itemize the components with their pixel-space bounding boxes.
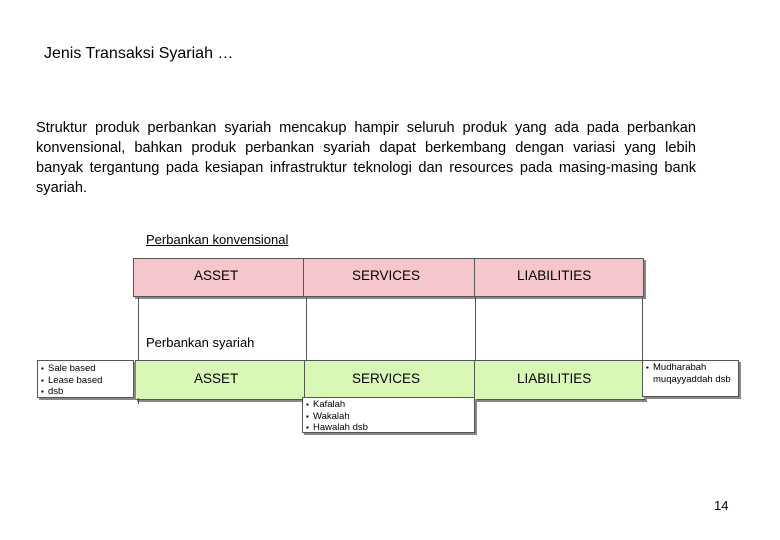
syariah-asset: ASSET (194, 371, 239, 386)
asset-item: ▪ dsb (41, 386, 130, 398)
column-connector (475, 297, 476, 360)
asset-items-box (37, 360, 134, 398)
syariah-label: Perbankan syariah (146, 335, 255, 350)
konvensional-divider (303, 258, 304, 297)
column-connector (138, 297, 139, 360)
services-item: ▪ Hawalah dsb (306, 422, 471, 434)
services-item: ▪ Kafalah (306, 399, 471, 411)
syariah-liabilities: LIABILITIES (517, 371, 592, 386)
syariah-tick (138, 398, 139, 404)
konvensional-divider (474, 258, 475, 297)
liabilities-item: ▪ Mudharabah muqayyaddah dsb (646, 362, 735, 385)
syariah-services: SERVICES (352, 371, 421, 386)
slide-title: Jenis Transaksi Syariah … (44, 45, 234, 62)
konvensional-label: Perbankan konvensional (146, 232, 289, 247)
syariah-divider (474, 360, 475, 400)
column-connector (642, 297, 643, 360)
konvensional-asset: ASSET (194, 268, 239, 283)
services-item: ▪ Wakalah (306, 411, 471, 423)
konvensional-services: SERVICES (352, 268, 421, 283)
services-items-box (302, 397, 475, 433)
konvensional-liabilities: LIABILITIES (517, 268, 592, 283)
intro-paragraph: Struktur produk perbankan syariah mencakup hampir seluruh produk yang ada pada perbankan konvensional, bahkan produk perbankan syariah dapat berkembang dengan variasi yang lebih banyak tergantung pada kesiapan infrastruktur teknologi dan resources pada masing-masing bank syariah. (36, 120, 696, 196)
asset-item: ▪ Lease based (41, 375, 130, 387)
column-connector (306, 297, 307, 360)
syariah-divider (304, 360, 305, 400)
asset-item: ▪ Sale based (41, 363, 130, 375)
page-number: 14 (714, 498, 729, 513)
liabilities-items-box (642, 360, 739, 397)
